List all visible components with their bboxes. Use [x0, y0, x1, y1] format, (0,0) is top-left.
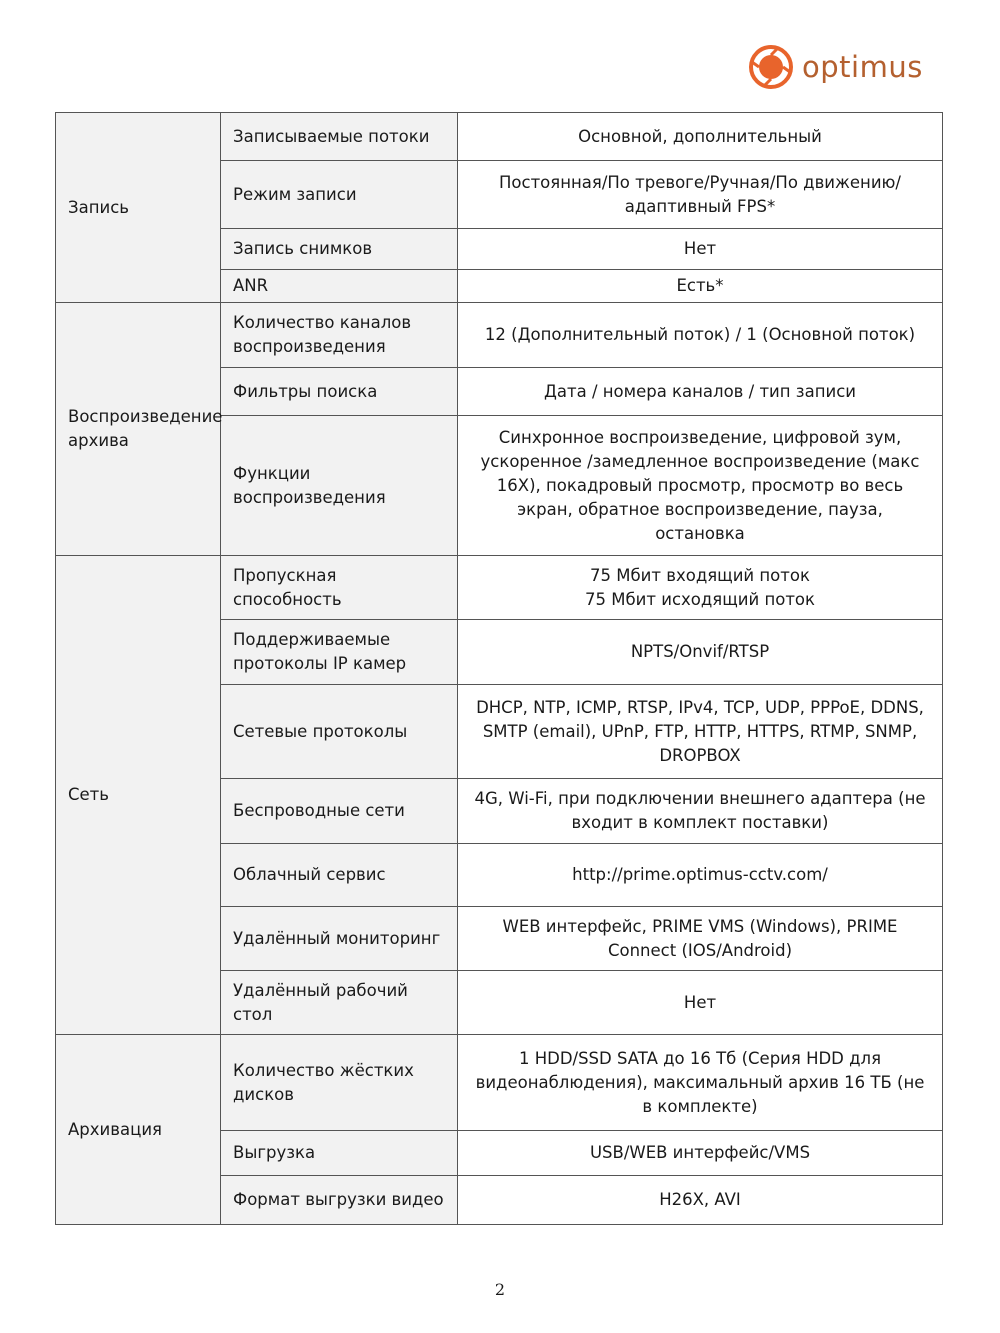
param-value: NPTS/Onvif/RTSP	[458, 620, 943, 685]
param-value: Постоянная/По тревоге/Ручная/По движению/адаптивный FPS*	[458, 161, 943, 229]
specs-table	[55, 112, 943, 1225]
table-row	[56, 113, 943, 161]
param-name: Количество жёстких дисков	[221, 1035, 458, 1131]
section-title: Архивация	[56, 1035, 221, 1225]
param-name: Функции воспроизведения	[221, 416, 458, 556]
param-name: Облачный сервис	[221, 844, 458, 907]
param-value: 12 (Дополнительный поток) / 1 (Основной поток)	[458, 303, 943, 368]
page-number: 2	[494, 1280, 506, 1299]
aperture-icon	[748, 44, 794, 90]
param-name: Пропускная способность	[221, 556, 458, 620]
param-name: Режим записи	[221, 161, 458, 229]
section-title: Запись	[56, 113, 221, 303]
table-row	[56, 556, 943, 620]
param-name: ANR	[221, 270, 458, 303]
param-name: Записываемые потоки	[221, 113, 458, 161]
param-value: Дата / номера каналов / тип записи	[458, 368, 943, 416]
param-value: Основной, дополнительный	[458, 113, 943, 161]
optimus-logo	[748, 44, 923, 90]
param-name: Количество каналов воспроизведения	[221, 303, 458, 368]
param-name: Удалённый рабочий стол	[221, 971, 458, 1035]
param-name: Поддерживаемые протоколы IP камер	[221, 620, 458, 685]
param-value: Есть*	[458, 270, 943, 303]
param-value: http://prime.optimus-cctv.com/	[458, 844, 943, 907]
param-value: USB/WEB интерфейс/VMS	[458, 1131, 943, 1176]
param-name: Формат выгрузки видео	[221, 1176, 458, 1225]
param-value: H26X, AVI	[458, 1176, 943, 1225]
param-value: 75 Мбит входящий поток 75 Мбит исходящий поток	[458, 556, 943, 620]
param-value: Нет	[458, 229, 943, 270]
param-name: Запись снимков	[221, 229, 458, 270]
table-row	[56, 1035, 943, 1131]
section-title: Воспроизведение архива	[56, 303, 221, 556]
param-name: Удалённый мониторинг	[221, 907, 458, 971]
table-row	[56, 303, 943, 368]
param-value: DHCP, NTP, ICMP, RTSP, IPv4, TCP, UDP, PPPoE, DDNS, SMTP (email), UPnP, FTP, HTTP, HTTPS, RTMP, SNMP, DROPBOX	[458, 685, 943, 779]
param-value: 4G, Wi-Fi, при подключении внешнего адаптера (не входит в комплект поставки)	[458, 779, 943, 844]
param-name: Выгрузка	[221, 1131, 458, 1176]
param-name: Сетевые протоколы	[221, 685, 458, 779]
section-title: Сеть	[56, 556, 221, 1035]
param-value: WEB интерфейс, PRIME VMS (Windows), PRIME Connect (IOS/Android)	[458, 907, 943, 971]
param-name: Фильтры поиска	[221, 368, 458, 416]
param-value: 1 HDD/SSD SATA до 16 Тб (Серия HDD для видеонаблюдения), максимальный архив 16 ТБ (не в комплекте)	[458, 1035, 943, 1131]
param-name: Беспроводные сети	[221, 779, 458, 844]
logo-text: optimus	[802, 50, 923, 84]
param-value: Нет	[458, 971, 943, 1035]
param-value: Синхронное воспроизведение, цифровой зум, ускоренное /замедленное воспроизведение (макс 16X), покадровый просмотр, просмотр во весь экран, обратное воспроизведение, пауза, остановка	[458, 416, 943, 556]
